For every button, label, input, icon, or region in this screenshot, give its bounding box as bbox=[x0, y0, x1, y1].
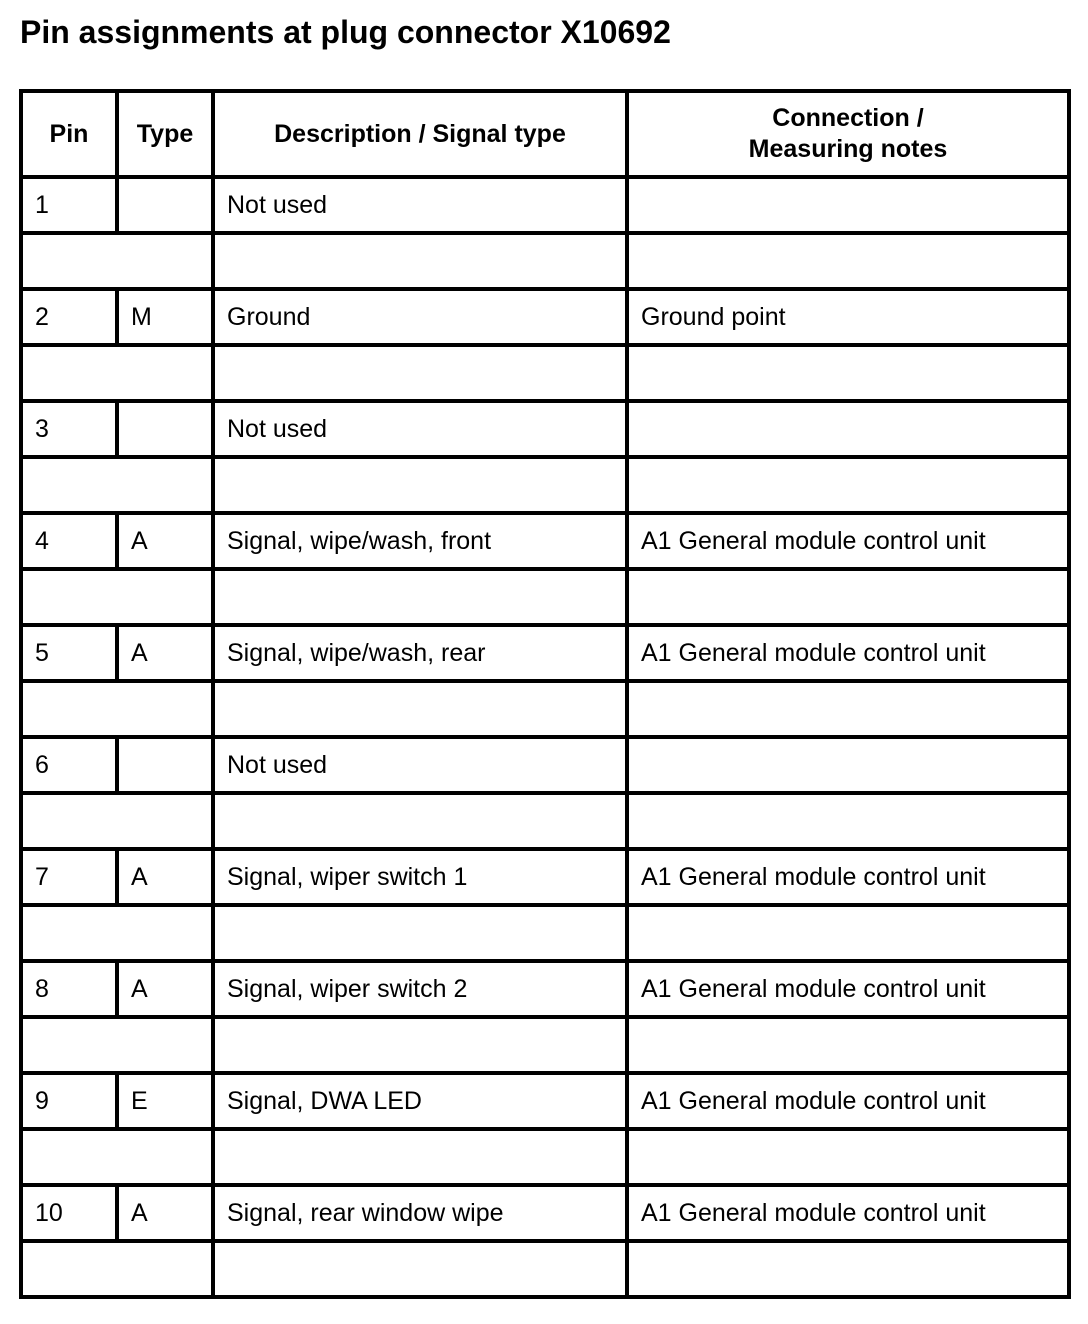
type-cell: A bbox=[117, 849, 213, 905]
description-cell: Signal, wiper switch 2 bbox=[213, 961, 627, 1017]
spacer-cell bbox=[21, 1241, 213, 1297]
spacer-cell bbox=[213, 905, 627, 961]
pin-cell: 1 bbox=[21, 177, 117, 233]
pin-cell: 9 bbox=[21, 1073, 117, 1129]
spacer-cell bbox=[21, 345, 213, 401]
spacer-cell bbox=[21, 1129, 213, 1185]
column-header-pin: Pin bbox=[21, 91, 117, 177]
spacer-cell bbox=[627, 793, 1069, 849]
page-title: Pin assignments at plug connector X10692 bbox=[20, 14, 671, 50]
pin-cell: 8 bbox=[21, 961, 117, 1017]
type-cell: A bbox=[117, 513, 213, 569]
pin-cell: 6 bbox=[21, 737, 117, 793]
spacer-cell bbox=[21, 457, 213, 513]
table-row bbox=[21, 177, 1069, 233]
pin-cell: 7 bbox=[21, 849, 117, 905]
spacer-cell bbox=[213, 793, 627, 849]
type-cell: A bbox=[117, 625, 213, 681]
type-cell: E bbox=[117, 1073, 213, 1129]
type-cell: A bbox=[117, 1185, 213, 1241]
spacer-cell bbox=[627, 233, 1069, 289]
pin-cell: 10 bbox=[21, 1185, 117, 1241]
description-cell: Signal, rear window wipe bbox=[213, 1185, 627, 1241]
table-row bbox=[21, 961, 1069, 1017]
spacer-row bbox=[21, 1017, 1069, 1073]
spacer-row bbox=[21, 569, 1069, 625]
spacer-row bbox=[21, 793, 1069, 849]
notes-cell: A1 General module control unit bbox=[627, 1185, 1069, 1241]
spacer-cell bbox=[213, 457, 627, 513]
spacer-cell bbox=[213, 345, 627, 401]
spacer-cell bbox=[627, 1017, 1069, 1073]
column-header-type: Type bbox=[117, 91, 213, 177]
column-header-notes bbox=[627, 91, 1069, 177]
spacer-cell bbox=[213, 1241, 627, 1297]
table-row bbox=[21, 625, 1069, 681]
description-cell: Not used bbox=[213, 177, 627, 233]
type-cell bbox=[117, 737, 213, 793]
spacer-cell bbox=[21, 233, 213, 289]
description-cell: Signal, wiper switch 1 bbox=[213, 849, 627, 905]
column-header-description: Description / Signal type bbox=[213, 91, 627, 177]
spacer-row bbox=[21, 1241, 1069, 1297]
spacer-row bbox=[21, 905, 1069, 961]
pin-cell: 5 bbox=[21, 625, 117, 681]
spacer-row bbox=[21, 457, 1069, 513]
notes-cell bbox=[627, 177, 1069, 233]
type-cell bbox=[117, 401, 213, 457]
spacer-cell bbox=[627, 569, 1069, 625]
spacer-row bbox=[21, 1129, 1069, 1185]
type-cell: A bbox=[117, 961, 213, 1017]
spacer-row bbox=[21, 681, 1069, 737]
spacer-cell bbox=[627, 681, 1069, 737]
notes-cell: A1 General module control unit bbox=[627, 961, 1069, 1017]
description-cell: Signal, DWA LED bbox=[213, 1073, 627, 1129]
column-header-notes-label: Connection / Measuring notes bbox=[748, 104, 948, 163]
pin-cell: 4 bbox=[21, 513, 117, 569]
description-cell: Ground bbox=[213, 289, 627, 345]
description-cell: Not used bbox=[213, 401, 627, 457]
spacer-cell bbox=[21, 793, 213, 849]
spacer-cell bbox=[627, 1241, 1069, 1297]
spacer-cell bbox=[627, 457, 1069, 513]
table-row bbox=[21, 513, 1069, 569]
description-cell: Not used bbox=[213, 737, 627, 793]
spacer-cell bbox=[627, 345, 1069, 401]
notes-cell: A1 General module control unit bbox=[627, 513, 1069, 569]
notes-cell bbox=[627, 401, 1069, 457]
pin-cell: 2 bbox=[21, 289, 117, 345]
description-cell: Signal, wipe/wash, rear bbox=[213, 625, 627, 681]
spacer-row bbox=[21, 233, 1069, 289]
pin-cell: 3 bbox=[21, 401, 117, 457]
spacer-cell bbox=[213, 1017, 627, 1073]
description-cell: Signal, wipe/wash, front bbox=[213, 513, 627, 569]
spacer-cell bbox=[213, 1129, 627, 1185]
spacer-cell bbox=[21, 569, 213, 625]
notes-cell: Ground point bbox=[627, 289, 1069, 345]
table-header-row bbox=[21, 91, 1069, 177]
spacer-cell bbox=[627, 905, 1069, 961]
spacer-cell bbox=[21, 681, 213, 737]
notes-cell: A1 General module control unit bbox=[627, 849, 1069, 905]
pin-assignment-table bbox=[19, 89, 1071, 1299]
notes-cell: A1 General module control unit bbox=[627, 1073, 1069, 1129]
spacer-cell bbox=[21, 1017, 213, 1073]
type-cell: M bbox=[117, 289, 213, 345]
notes-cell: A1 General module control unit bbox=[627, 625, 1069, 681]
spacer-row bbox=[21, 345, 1069, 401]
table-row bbox=[21, 849, 1069, 905]
table-row bbox=[21, 737, 1069, 793]
table-row bbox=[21, 1185, 1069, 1241]
table-row bbox=[21, 1073, 1069, 1129]
table-row bbox=[21, 401, 1069, 457]
spacer-cell bbox=[213, 233, 627, 289]
spacer-cell bbox=[213, 569, 627, 625]
type-cell bbox=[117, 177, 213, 233]
notes-cell bbox=[627, 737, 1069, 793]
spacer-cell bbox=[21, 905, 213, 961]
spacer-cell bbox=[213, 681, 627, 737]
spacer-cell bbox=[627, 1129, 1069, 1185]
table-row bbox=[21, 289, 1069, 345]
